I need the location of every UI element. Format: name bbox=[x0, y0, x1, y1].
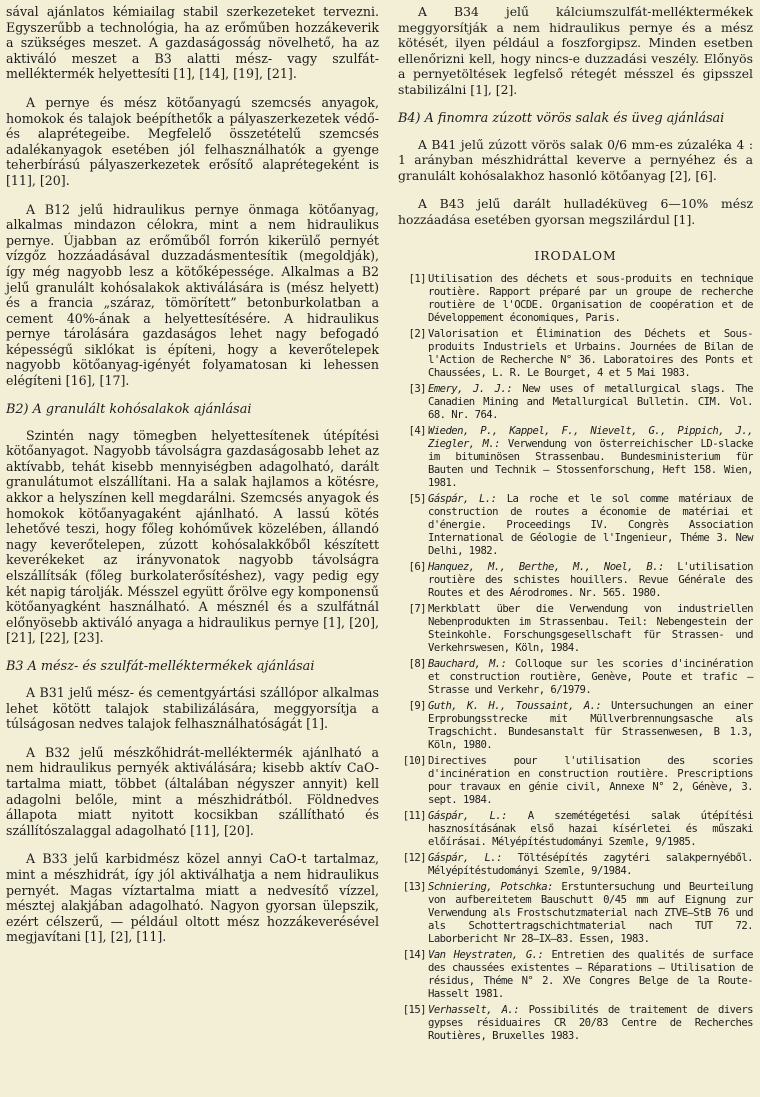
reference-authors: Guth, K. H., Toussaint, A.: bbox=[428, 699, 602, 712]
reference-authors: Gáspár, L.: bbox=[428, 492, 497, 505]
reference-number: [11] bbox=[402, 809, 426, 822]
reference-item bbox=[398, 328, 753, 380]
reference-authors: Gáspár, L.: bbox=[428, 851, 502, 864]
left-column bbox=[6, 4, 379, 958]
reference-text: A szemétégetési salak útépítési hasznosításának első hazai kísérletei és műszaki előírásai. Mélyépítéstudományi Szemle, 9/1985. bbox=[428, 809, 754, 848]
reference-item bbox=[398, 561, 753, 600]
reference-text: Töltésépítés zagytéri salakpernyéből. Mélyépítéstudományi Szemle, 9/1984. bbox=[428, 851, 754, 877]
reference-item bbox=[398, 700, 753, 752]
right-column bbox=[398, 4, 753, 1046]
reference-item bbox=[398, 852, 753, 878]
reference-text: Directives pour l'utilisation des scories d'incinération en construction routière. Prescriptions pour travaux en génie civil, Annexe N° 2, Génève, 3. sept. 1984. bbox=[428, 754, 753, 806]
reference-number: [8] bbox=[408, 657, 426, 670]
paragraph: A B31 jelű mész- és cementgyártási szállópor alkalmas lehet kötött talajok stabilizálására, meggyorsítja a túlságosan nedves talajok felhasználhatóságát [1]. bbox=[6, 684, 379, 732]
reference-authors: Schniering, Potschka: bbox=[428, 880, 553, 893]
paragraph: A B43 jelű darált hulladéküveg 6—10% mész hozzáadása esetében gyorsan megszilárdul [1]. bbox=[398, 196, 753, 227]
reference-item bbox=[398, 755, 753, 807]
reference-item bbox=[398, 810, 753, 849]
reference-authors: Bauchard, M.: bbox=[428, 657, 507, 670]
reference-number: [10] bbox=[402, 754, 426, 767]
reference-item bbox=[398, 1004, 753, 1043]
reference-authors: Van Heystraten, G.: bbox=[428, 948, 544, 961]
section-heading: B2) A granulált kohósalakok ajánlásai bbox=[6, 401, 252, 417]
reference-text: Untersuchungen an einer Erprobungsstrecke mit Müllverbrennungsasche als Tragschicht. Bundesanstalt für Strassenwesen, B 1.3, Köln, 1980. bbox=[428, 699, 754, 751]
reference-item bbox=[398, 493, 753, 558]
reference-text: La roche et le sol comme matériaux de construction de routes a économie de matériai et d'énergie. Proceedings IV. Congrès Association International de Géologie de l'Ingenieur, Théme 3. New Delhi, 1982. bbox=[428, 492, 754, 557]
reference-item bbox=[398, 603, 753, 655]
reference-text: Erstuntersuchung und Beurteilung von aufbereitetem Bauschutt 0/45 mm auf Eignung zur Verwendung als Frostschutzmaterial nach ZTVE—StB 76 und als Schottertragschichtmaterial nach TUT 72. Laborbericht Nr 28—IX—83. Essen, 1983. bbox=[428, 880, 754, 945]
paragraph: A B34 jelű kálciumszulfát-melléktermékek meggyorsítják a nem hidraulikus pernye és a mész kötését, ilyen például a foszforgipsz. Minden esetben ellenőrizni kell, hogy nincs-e duzzadási veszély. Előnyös a pernyetöltések legfelső rétegét mésszel és gipsszel stabilizálni [1], [2]. bbox=[398, 4, 753, 97]
reference-number: [14] bbox=[402, 948, 426, 961]
reference-text: Valorisation et Élimination des Déchets et Sous-produits Industriels et Urbains. Journées de Bilan de l'Action de Recherche N° 36. Laboratoires des Ponts et Chaussées, L. R. Le Bourget, 4 et 5 Mai 1983. bbox=[428, 327, 753, 379]
references-title: IRODALOM bbox=[534, 247, 617, 263]
reference-number: [15] bbox=[402, 1003, 426, 1016]
reference-item bbox=[398, 425, 753, 490]
paragraph: Szintén nagy tömegben helyettesítenek útépítési kötőanyagot. Nagyobb távolságra gazdaságosabb lehet az aktívabb, tehát kisebb mennyiségben adagolható, darált granulátumot elszállítani. Ha a salak hajlamos a kötésre, akkor a helyszínen kell megdarálni. Szemcsés anyagok és homokok kötőanyagaként ajánlható. A lassú kötés lehetővé teszi, hogy főleg kohóművek közelében, állandó nagy keverőtelepen, zúzott kohósalakkőből készített keverékeket az irányvonatok nagyobb távolságra elszállítsák (főleg burkolaterősítéshez), vagy pedig egy két napig tárolják. Mésszel együtt őrölve egy komponensű kötőanyagként használható. A mésznél és a szulfátnál előnyösebb aktiváló anyaga a hidraulikus pernye [1], [20], [21], [22], [23]. bbox=[6, 427, 379, 646]
paragraph: sával ajánlatos kémiailag stabil szerkezeteket tervezni. Egyszerűbb a technológia, ha az erőműben hozzákeverik a szükséges meszet. A gazdaságosság növelhető, ha az aktiváló meszet a B3 alatti mész- vagy szulfát-melléktermék helyettesíti [1], [14], [19], [21]. bbox=[6, 4, 379, 82]
reference-number: [2] bbox=[408, 327, 426, 340]
reference-text: Possibilités de traitement de divers gypses résiduaires CR 20/83 Centre de Recherches Routières, Bruxelles 1983. bbox=[428, 1003, 753, 1042]
reference-number: [5] bbox=[408, 492, 426, 505]
reference-authors: Gáspár, L.: bbox=[428, 809, 507, 822]
reference-text: L'utilisation routière des schistes houillers. Revue Générale des Routes et des Aérodromes. Nr. 565. 1980. bbox=[428, 560, 754, 599]
reference-text: Colloque sur les scories d'incinération et construction routière, Genève, Poute et trafic — Strasse und Verkehr, 6/1979. bbox=[428, 657, 753, 696]
reference-authors: Wieden, P., Kappel, F., Nievelt, G., Pippich, J., Ziegler, M.: bbox=[428, 424, 753, 450]
reference-item bbox=[398, 658, 753, 697]
reference-number: [6] bbox=[408, 560, 426, 573]
reference-item bbox=[398, 273, 753, 325]
reference-number: [9] bbox=[408, 699, 426, 712]
reference-text: Entretien des qualités de surface des chaussées existentes — Réparations — Utilisation de résidus, Théme N° 2. XVe Congres Belge de la Route-Hasselt 1981. bbox=[428, 948, 754, 1000]
reference-number: [12] bbox=[402, 851, 426, 864]
paragraph: A B12 jelű hidraulikus pernye önmaga kötőanyag, alkalmas mindazon célokra, mint a nem hidraulikus pernye. Újabban az erőműből forrón kikerülő pernyét vízgőz hozzáadásával duzzadásmentesítik (megoldják), így még nagyobb lesz a kötőképessége. Alkalmas a B2 jelű granulált kohósalakok aktiválására is (mész helyett) és a francia „száraz, tömörített” betonburkolatban a cement 40%-ának a helyettesítésére. A hidraulikus pernye tárolására gazdaságos lehet nagy befogadó képességű siklókat is építeni, hogy a keverőtelepek nagyobb kötőanyag-igényét folyamatosan ki lehessen elégíteni [16], [17]. bbox=[6, 201, 379, 389]
reference-authors: Hanquez, M., Berthe, M., Noel, B.: bbox=[428, 560, 664, 573]
reference-text: New uses of metallurgical slags. The Canadien Mining and Metallurgical Bulletin. CIM. Vol. 68. Nr. 764. bbox=[428, 382, 754, 421]
reference-number: [4] bbox=[408, 424, 426, 437]
paragraph: A B41 jelű zúzott vörös salak 0/6 mm-es zúzaléka 4 : 1 arányban mészhidráttal keverve a pernyéhez és a granulált kohósalakhoz hasonló kötőanyag [2], [6]. bbox=[398, 136, 753, 183]
paragraph: A pernye és mész kötőanyagú szemcsés anyagok, homokok és talajok beépíthetők a pályaszerkezetek védő- és alaprétegeibe. Megfelelő összetételű szemcsés adalékanyagok esetében jól felhasználhatók a gyenge teherbírású pályaszerkezetek erősítő alaprétegeként is [11], [20]. bbox=[6, 94, 379, 188]
reference-item bbox=[398, 881, 753, 946]
reference-text: Utilisation des déchets et sous-produits en technique routière. Rapport préparé par un groupe de recherche routière de l'OCDE. Organisation de coopération et de Développement économiques, Paris. bbox=[428, 272, 753, 324]
reference-text: Merkblatt über die Verwendung von industriellen Nebenprodukten im Strassenbau. Teil: Nebengestein der Steinkohle. Forschungsgesellschaft für Strassen- und Verkehrswesen, Köln, 1984. bbox=[428, 602, 753, 654]
reference-number: [13] bbox=[402, 880, 426, 893]
references-list bbox=[398, 273, 753, 1043]
reference-number: [7] bbox=[408, 602, 426, 615]
reference-authors: Verhasselt, A.: bbox=[428, 1003, 520, 1016]
reference-number: [3] bbox=[408, 382, 426, 395]
section-heading: B4) A finomra zúzott vörös salak és üveg ajánlásai bbox=[398, 110, 725, 126]
reference-item bbox=[398, 383, 753, 422]
reference-number: [1] bbox=[408, 272, 426, 285]
paragraph: A B32 jelű mészkőhidrát-melléktermék ajánlható a nem hidraulikus pernyék aktiválására; kisebb aktív CaO-tartalma miatt, többet (általában négyszer annyit) kell adagolni belőle, mint a mészhidrátból. Földnedves állapota miatt nyitott kocsikban szállítható és szállítószalaggal adagolható [11], [20]. bbox=[6, 744, 379, 838]
reference-authors: Emery, J. J.: bbox=[428, 382, 513, 395]
reference-text: Verwendung von österreichischer LD-slacke im bituminösen Strassenbau. Bundesministerium für Bauten und Technik — Stossenforschung, Heft 158. Wien, 1981. bbox=[428, 437, 754, 489]
paragraph: A B33 jelű karbidmész közel annyi CaO-t tartalmaz, mint a mészhidrát, így jól aktiválhatja a nem hidraulikus pernyét. Magas víztartalma miatt a nedvesítő vízzel, mésztej alakjában adagolható. Nagyon gyorsan ülepszik, ezért célszerű, — például oltott mész hozzákeverésével megjavítani [1], [2], [11]. bbox=[6, 851, 379, 945]
reference-item bbox=[398, 949, 753, 1001]
section-heading: B3 A mész- és szulfát-melléktermékek ajánlásai bbox=[6, 658, 315, 674]
